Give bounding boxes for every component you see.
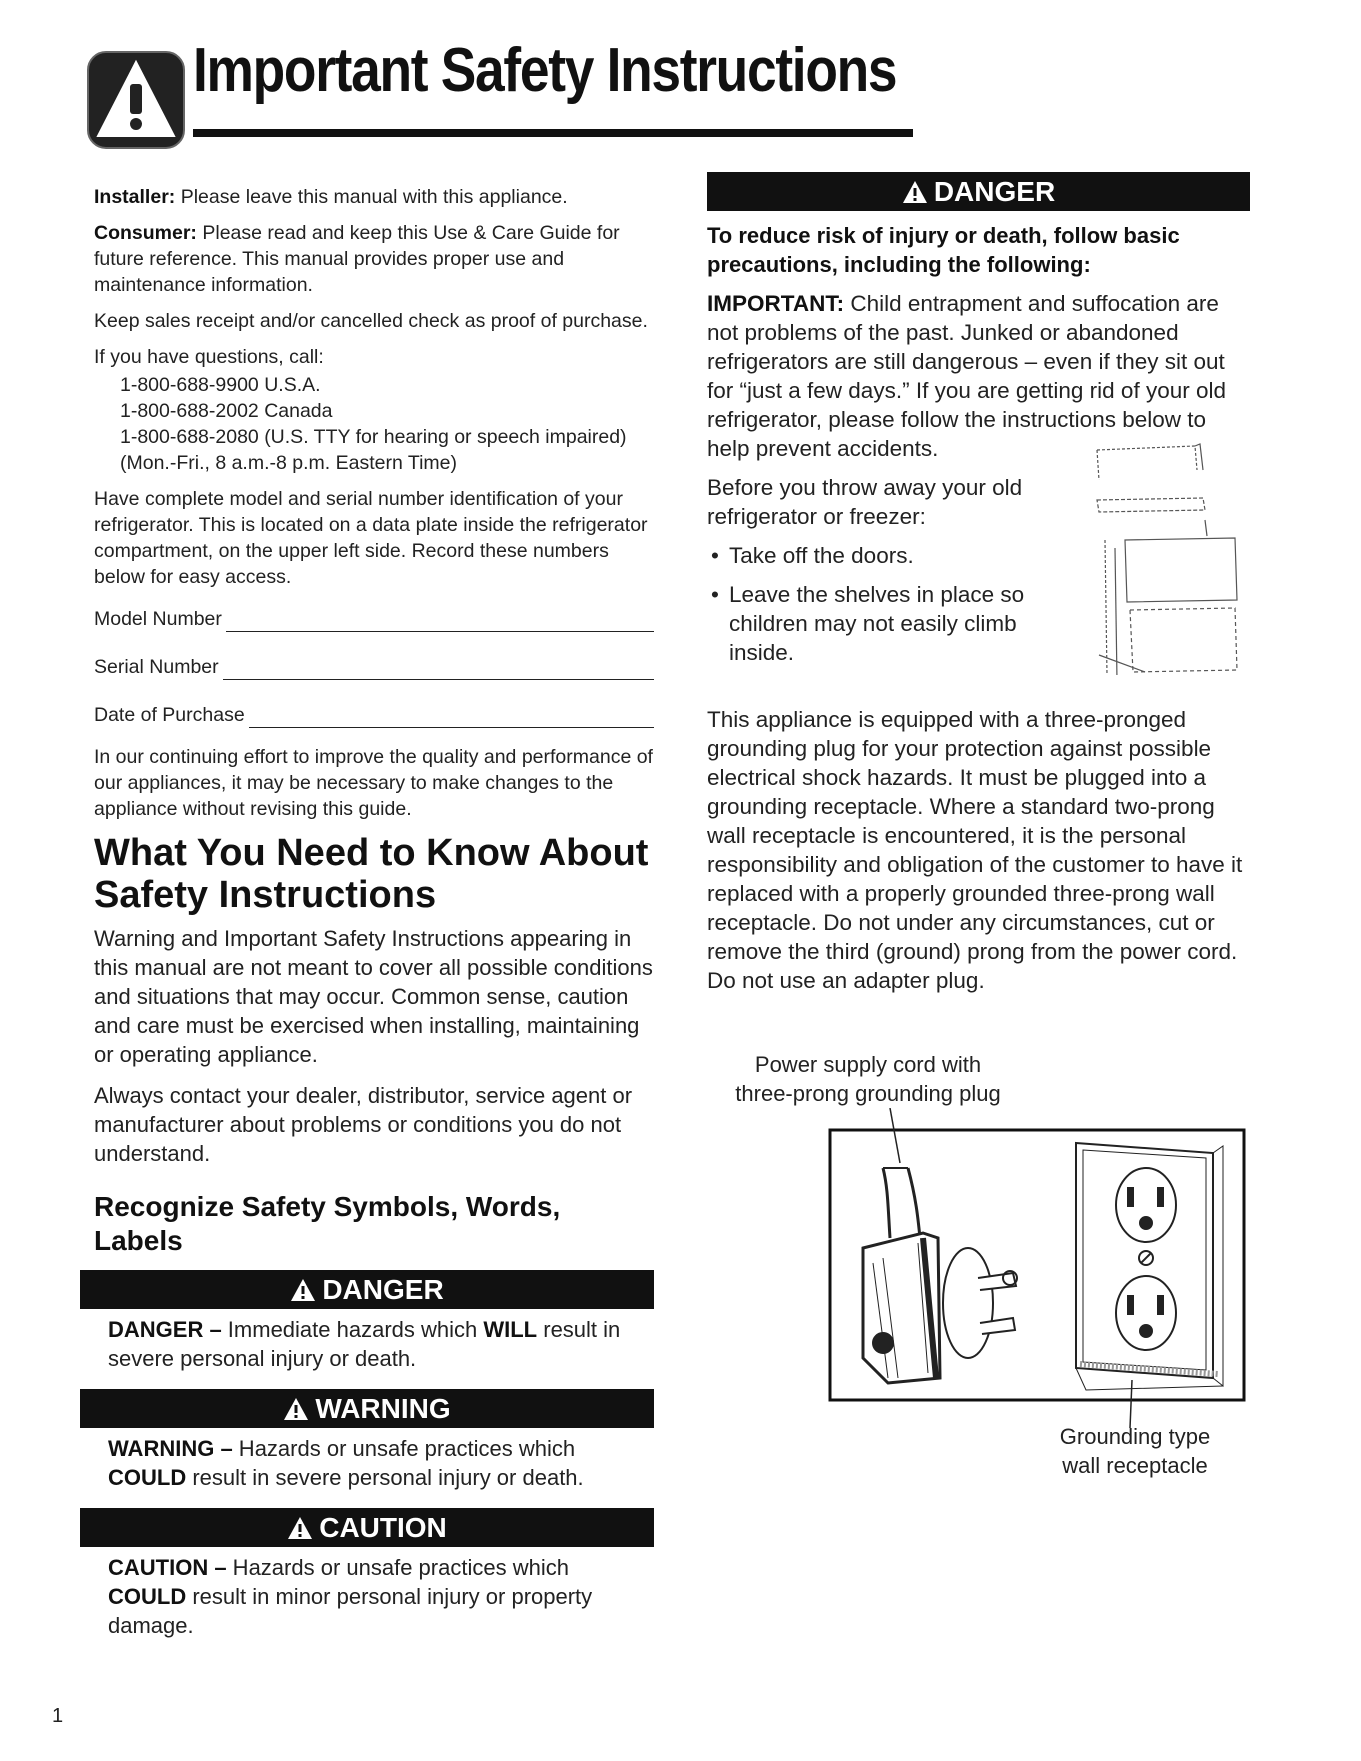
- caution-banner-label: CAUTION: [319, 1512, 447, 1543]
- grounding-paragraph: This appliance is equipped with a three-pronged grounding plug for your protection against possible electrical shock hazards. It must be plugged into a grounding receptacle. Where a standard two-prong wall receptacle is encountered, it is the personal responsibility and obligation of the customer to have it replaced with a properly grounded three-prong wall receptacle. Do not under any circumstances, cut or remove the third (ground) prong from the power cord. Do not use an adapter plug.: [707, 707, 1243, 993]
- caution-text-a: Hazards or unsafe practices which: [226, 1555, 569, 1580]
- warning-term: WARNING –: [108, 1436, 233, 1461]
- symbols-heading-line2: Labels: [94, 1225, 183, 1256]
- danger-term: DANGER –: [108, 1317, 222, 1342]
- plug-caption-line2: three-prong grounding plug: [735, 1081, 1001, 1106]
- bullet-item: [707, 541, 1047, 570]
- questions-note: If you have questions, call:: [94, 346, 324, 368]
- what-you-need-para1: Warning and Important Safety Instructions appearing in this manual are not meant to cover all possible conditions and situations that may occur. Common sense, caution and care must be exercised when installing, maintaining or operating appliance.: [94, 926, 653, 1067]
- bullet-dot: •: [711, 582, 719, 607]
- bullet-dot: •: [711, 543, 719, 568]
- installer-text: Please leave this manual with this appliance.: [175, 186, 568, 208]
- consumer-text: Please read and keep this Use & Care Guide for future reference. This manual provides proper use and maintenance information.: [94, 222, 620, 296]
- danger-banner-right: [707, 172, 1250, 211]
- consumer-label: Consumer:: [94, 222, 197, 244]
- improvement-note: In our continuing effort to improve the quality and performance of our appliances, it may be necessary to make changes to the appliance without revising this guide.: [94, 746, 653, 820]
- page-number: 1: [52, 1705, 64, 1727]
- date-of-purchase-field[interactable]: [94, 702, 654, 728]
- what-you-need-heading-line2: Safety Instructions: [94, 874, 437, 916]
- bullet-text: Leave the shelves in place so children may not easily climb inside.: [729, 582, 1025, 665]
- plug-caption-line1: Power supply cord with: [754, 1052, 982, 1077]
- consumer-note: [94, 220, 654, 298]
- page-title: Important Safety Instructions: [193, 36, 897, 105]
- danger-text-b: result in severe personal injury or death.: [108, 1317, 621, 1371]
- danger-banner-right-label: DANGER: [933, 176, 1056, 207]
- safety-alert-icon: [86, 50, 186, 150]
- caution-could: COULD: [108, 1584, 187, 1609]
- grounding-plug-and-receptacle-illustration: [828, 1128, 1248, 1408]
- caution-banner: [80, 1508, 654, 1547]
- warning-banner: [80, 1389, 654, 1428]
- date-of-purchase-line: [249, 708, 654, 728]
- danger-banner: [80, 1270, 654, 1309]
- important-paragraph: [707, 289, 1250, 463]
- caution-text-b: result in minor personal injury or property damage.: [108, 1584, 593, 1638]
- model-number-label: Model Number: [94, 608, 222, 630]
- warning-triangle-icon: [902, 180, 928, 204]
- caution-term: CAUTION –: [108, 1555, 227, 1580]
- bullet-text: Take off the doors.: [729, 543, 914, 568]
- receipt-note: Keep sales receipt and/or cancelled check as proof of purchase.: [94, 310, 648, 332]
- installer-note: [94, 184, 654, 210]
- caution-description: [94, 1553, 654, 1640]
- danger-lead-text: To reduce risk of injury or death, follow basic precautions, including the following:: [707, 223, 1180, 277]
- important-label: IMPORTANT:: [707, 291, 845, 316]
- serial-number-field[interactable]: [94, 654, 654, 680]
- danger-banner-label: DANGER: [322, 1274, 444, 1305]
- phone-canada: 1-800-688-2002 Canada: [120, 400, 333, 422]
- phone-list: [94, 372, 654, 476]
- danger-will: WILL: [483, 1317, 538, 1342]
- plug-caption: [718, 1050, 1018, 1108]
- left-column: [94, 184, 654, 1656]
- warning-banner-label: WARNING: [315, 1393, 451, 1424]
- serial-number-label: Serial Number: [94, 656, 219, 678]
- phone-tty: 1-800-688-2080 (U.S. TTY for hearing or speech impaired) (Mon.-Fri., 8 a.m.-8 p.m. Eastern Time): [120, 426, 627, 474]
- symbols-heading: [94, 1190, 654, 1258]
- warning-text-a: Hazards or unsafe practices which: [232, 1436, 576, 1461]
- what-you-need-heading-line1: What You Need to Know About: [94, 832, 649, 874]
- before-disposal-text: Before you throw away your old refrigerator or freezer:: [707, 475, 1023, 529]
- what-you-need-para2: Always contact your dealer, distributor, service agent or manufacturer about problems or conditions you do not understand.: [94, 1083, 633, 1166]
- symbols-heading-line1: Recognize Safety Symbols, Words,: [94, 1191, 561, 1222]
- warning-triangle-icon: [287, 1516, 313, 1540]
- receptacle-caption-line1: Grounding type: [1059, 1424, 1211, 1449]
- bullet-item: [707, 580, 1047, 667]
- warning-description: [94, 1434, 654, 1492]
- title-underline: [193, 129, 913, 137]
- important-text: Child entrapment and suffocation are not problems of the past. Junked or abandoned refrigerators are still dangerous – even if they sit out for “just a few days.” If you are getting rid of your old refrigerator, please follow the instructions below to help prevent accidents.: [707, 291, 1226, 461]
- what-you-need-heading: [94, 832, 654, 916]
- danger-description: [94, 1315, 654, 1373]
- danger-text-a: Immediate hazards which: [221, 1317, 484, 1342]
- intro-section: [94, 184, 654, 822]
- receptacle-caption: [1035, 1422, 1235, 1480]
- model-number-field[interactable]: [94, 606, 654, 632]
- warning-triangle-icon: [290, 1278, 316, 1302]
- date-of-purchase-label: Date of Purchase: [94, 704, 245, 726]
- disposal-instructions: [707, 473, 1047, 667]
- receptacle-caption-line2: wall receptacle: [1062, 1453, 1208, 1478]
- what-you-need-body: [94, 924, 654, 1168]
- warning-text-b: result in severe personal injury or death.: [186, 1465, 584, 1490]
- warning-triangle-icon: [283, 1397, 309, 1421]
- model-number-line: [226, 612, 654, 632]
- installer-label: Installer:: [94, 186, 176, 208]
- plug-leader-line: [860, 1108, 920, 1168]
- model-info-note: Have complete model and serial number identification of your refrigerator. This is located on a data plate inside the refrigerator compartment, on the upper left side. Record these numbers below for easy access.: [94, 488, 648, 588]
- serial-number-line: [223, 660, 654, 680]
- phone-usa: 1-800-688-9900 U.S.A.: [120, 374, 321, 396]
- refrigerator-without-doors-illustration: [1085, 440, 1255, 675]
- warning-could: COULD: [108, 1465, 187, 1490]
